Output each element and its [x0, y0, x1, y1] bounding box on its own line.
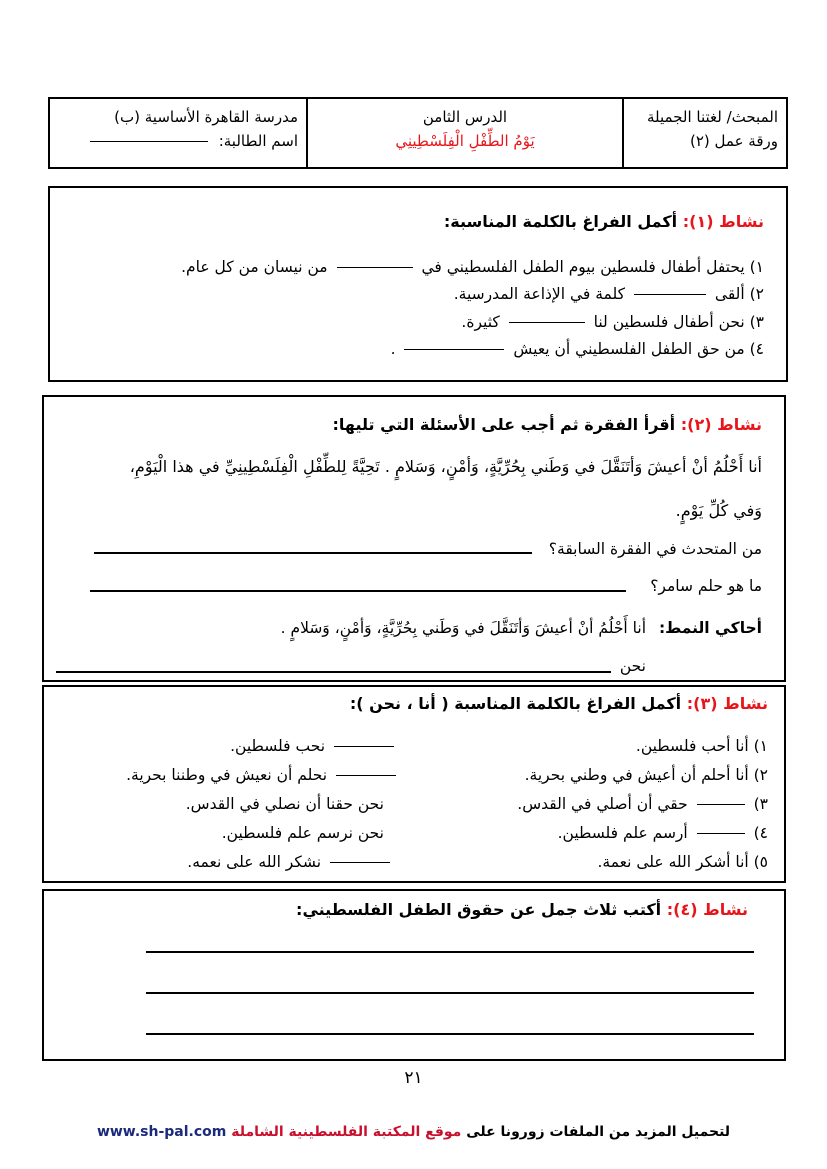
item-text: نحن نرسم علم فلسطين.	[221, 824, 384, 842]
activity-3-box	[42, 685, 786, 883]
blank-field[interactable]	[509, 322, 585, 323]
activity-1-heading	[444, 212, 764, 231]
item-text: ٥) أنا أشكر الله على نعمة.	[597, 853, 768, 871]
blank-field[interactable]	[337, 267, 413, 268]
activity-1-label: نشاط (١):	[682, 212, 764, 231]
activity-3-left-item-2	[126, 762, 396, 788]
school-name: مدرسة القاهرة الأساسية (ب)	[114, 108, 298, 126]
item-text: نحلم أن نعيش في وطننا بحرية.	[126, 766, 328, 784]
activity-3-right-item-4	[558, 820, 768, 846]
student-name-label: اسم الطالبة:	[218, 132, 298, 150]
activity-3-right-item-3	[517, 791, 768, 817]
activity-1-instruction: أكمل الفراغ بالكلمة المناسبة:	[443, 212, 678, 231]
blank-field[interactable]	[334, 746, 394, 747]
activity-1-item-1	[181, 254, 764, 280]
blank-field[interactable]	[634, 294, 706, 295]
item-text: ٣) نحن أطفال فلسطين لنا	[593, 313, 764, 331]
item-text: ٢) ألقى	[714, 285, 764, 303]
activity-1-item-4	[391, 336, 764, 362]
lesson-label: الدرس الثامن	[422, 108, 508, 126]
activity-2-heading	[333, 415, 762, 434]
question-2: ما هو حلم سامر؟	[650, 577, 762, 595]
writing-line-3[interactable]	[146, 1033, 754, 1035]
pattern-label: أحاكي النمط:	[658, 619, 762, 637]
activity-3-right-item-1	[636, 733, 768, 759]
item-text: ١) يحتفل أطفال فلسطين بيوم الطفل الفلسطيني في	[421, 258, 764, 276]
pattern-text: أنا أَحْلُمُ أنْ أعيشَ وَأتَنَقَّلَ في وَطَني بِحُرِّيَّةٍ، وَأمْنٍ، وَسَلامٍ .	[280, 619, 647, 637]
activity-3-left-item-3	[186, 791, 384, 817]
footer-url-link[interactable]: www.sh-pal.com	[96, 1124, 227, 1140]
answer-line-1[interactable]	[94, 552, 532, 554]
activity-3-right-item-2	[525, 762, 768, 788]
student-name-field[interactable]	[90, 141, 208, 142]
item-text: كلمة في الإذاعة المدرسية.	[453, 285, 626, 303]
activity-2-box	[42, 395, 786, 682]
footer-site-name[interactable]: موقع المكتبة الفلسطينية الشاملة	[231, 1124, 462, 1140]
activity-3-heading	[350, 694, 768, 713]
item-text: نشكر الله على نعمه.	[187, 853, 322, 871]
activity-3-instruction: أكمل الفراغ بالكلمة المناسبة ( أنا ، نحن ):	[349, 694, 682, 713]
blank-field[interactable]	[697, 833, 745, 834]
question-1: من المتحدث في الفقرة السابقة؟	[548, 540, 762, 558]
activity-4-heading	[296, 900, 748, 919]
item-text: أرسم علم فلسطين.	[557, 824, 688, 842]
page-number: ٢١	[404, 1068, 423, 1088]
blank-field[interactable]	[330, 862, 390, 863]
activity-1-item-2	[454, 281, 764, 307]
activity-3-right-item-5	[597, 849, 768, 875]
item-text: ٢) أنا أحلم أن أعيش في وطني بحرية.	[524, 766, 768, 784]
header-table	[48, 97, 788, 169]
writing-line-1[interactable]	[146, 951, 754, 953]
header-lesson-cell	[306, 99, 622, 167]
item-number: ٣)	[753, 795, 768, 813]
item-text: نحب فلسطين.	[230, 737, 326, 755]
activity-3-label: نشاط (٣):	[686, 694, 768, 713]
activity-4-box	[42, 889, 786, 1061]
activity-2-label: نشاط (٢):	[680, 415, 762, 434]
item-text: .	[390, 340, 396, 358]
item-text: ١) أنا أحب فلسطين.	[635, 737, 768, 755]
activity-1-box	[48, 186, 788, 382]
item-text: كثيرة.	[461, 313, 500, 331]
paragraph-line-1: أنا أَحْلُمُ أنْ أعيشَ وَأتَنَقَّلَ في وَطَني بِحُرِّيَّةٍ، وَأمْنٍ، وَسَلامٍ . تَحِيَّةً لِلطِّفْلِ الْفِلَسْطِينِيِّ في هذا الْيَوْمِ،	[129, 457, 762, 476]
activity-2-instruction: أقرأ الفقرة ثم أجب على الأسئلة التي تليها:	[332, 415, 676, 434]
footer-banner	[0, 1124, 827, 1140]
activity-4-label: نشاط (٤):	[666, 900, 748, 919]
activity-4-instruction: أكتب ثلاث جمل عن حقوق الطفل الفلسطيني:	[296, 900, 662, 919]
answer-line-2[interactable]	[90, 590, 626, 592]
pattern-answer-line[interactable]	[56, 671, 611, 673]
activity-3-left-item-4	[222, 820, 384, 846]
item-text: ٤) من حق الطفل الفلسطيني أن يعيش	[513, 340, 764, 358]
item-text: حقي أن أصلي في القدس.	[517, 795, 688, 813]
header-subject-cell	[622, 99, 786, 167]
subject-label: المبحث/ لغتنا الجميلة	[647, 108, 778, 126]
activity-3-left-item-1	[230, 733, 394, 759]
footer-prefix: لتحميل المزيد من الملفات زورونا على	[466, 1124, 731, 1140]
pattern-start: نحن	[619, 657, 646, 675]
worksheet-label: ورقة عمل (٢)	[690, 132, 778, 150]
writing-line-2[interactable]	[146, 992, 754, 994]
activity-1-item-3	[461, 309, 764, 335]
item-text: نحن حقنا أن نصلي في القدس.	[185, 795, 384, 813]
item-text: من نيسان من كل عام.	[181, 258, 328, 276]
blank-field[interactable]	[697, 804, 745, 805]
pattern-row	[281, 615, 762, 641]
paragraph-line-2: وَفي كُلِّ يَوْمٍ.	[675, 501, 762, 520]
lesson-title: يَوْمُ الطِّفْلِ الْفِلَسْطِينِي	[395, 132, 535, 150]
header-school-cell	[50, 99, 306, 167]
blank-field[interactable]	[404, 349, 504, 350]
blank-field[interactable]	[336, 775, 396, 776]
item-number: ٤)	[753, 824, 768, 842]
activity-3-left-item-5	[187, 849, 390, 875]
